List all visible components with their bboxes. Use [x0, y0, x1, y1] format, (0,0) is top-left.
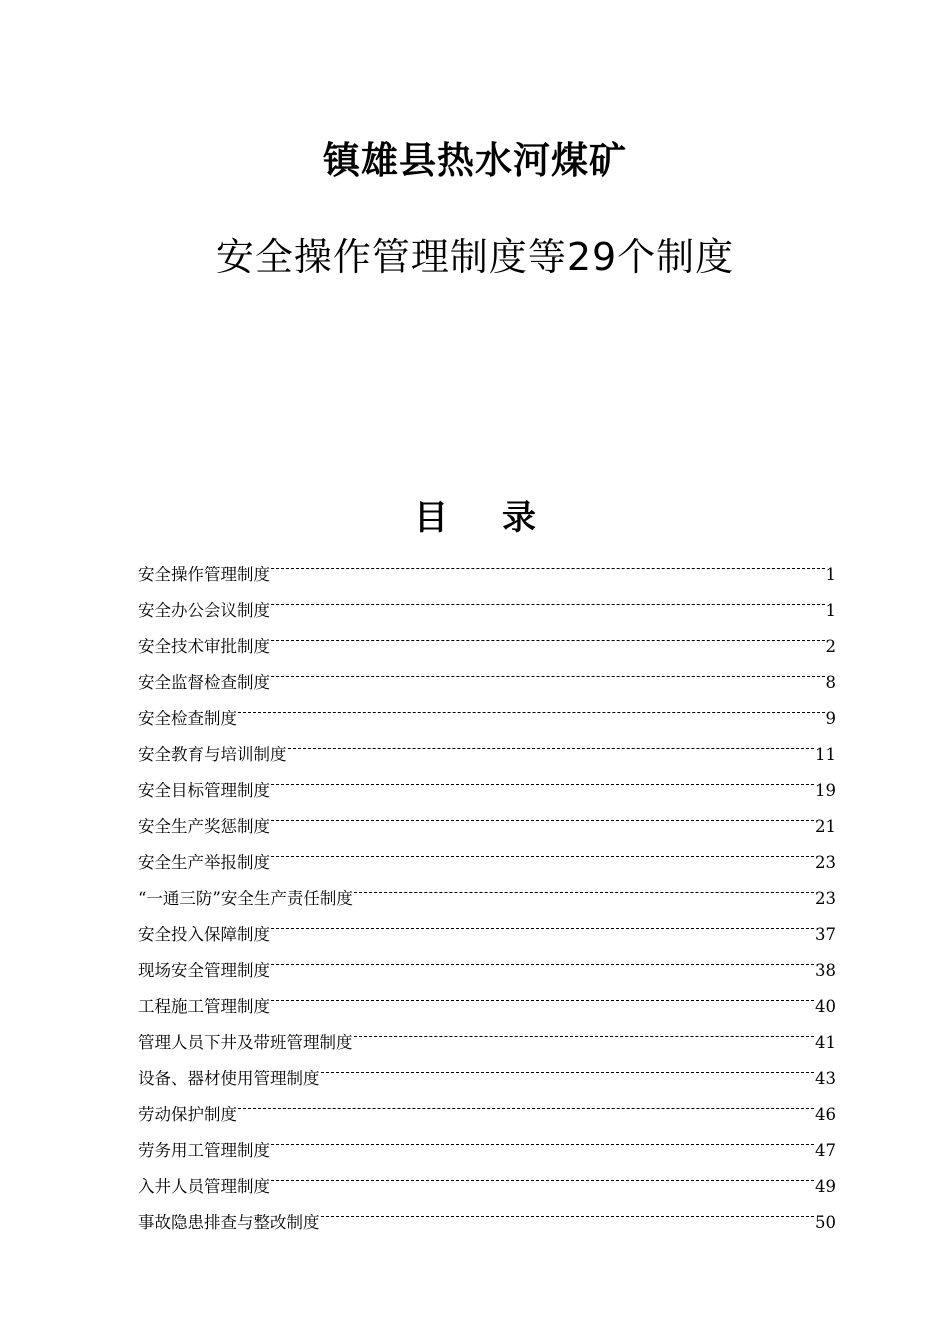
toc-leader — [288, 734, 815, 760]
toc-leader — [271, 626, 825, 652]
toc-leader — [321, 1058, 815, 1084]
toc-entry-page: 19 — [815, 781, 836, 800]
toc-entry-title: 现场安全管理制度 — [138, 961, 270, 980]
toc-entry-page: 46 — [815, 1105, 836, 1124]
toc-entry-page: 8 — [825, 673, 836, 692]
toc-leader — [271, 554, 825, 580]
toc-entry[interactable] — [138, 590, 836, 626]
toc-leader — [271, 986, 814, 1012]
toc-leader — [238, 698, 825, 724]
table-of-contents — [138, 554, 836, 1238]
toc-entry-title: 管理人员下井及带班管理制度 — [138, 1033, 353, 1052]
toc-entry-title: 安全监督检查制度 — [138, 673, 270, 692]
toc-entry[interactable] — [138, 986, 836, 1022]
toc-leader — [271, 914, 814, 940]
toc-entry-title: 工程施工管理制度 — [138, 997, 270, 1016]
toc-entry[interactable] — [138, 1130, 836, 1166]
toc-entry-page: 23 — [815, 853, 836, 872]
toc-leader — [271, 1166, 814, 1192]
toc-entry-title: 事故隐患排查与整改制度 — [138, 1213, 320, 1232]
document-title: 镇雄县热水河煤矿 — [323, 138, 627, 182]
toc-entry-title: 安全投入保障制度 — [138, 925, 270, 944]
toc-leader — [271, 950, 814, 976]
toc-entry-title: 劳务用工管理制度 — [138, 1141, 270, 1160]
toc-entry-title: 设备、器材使用管理制度 — [138, 1069, 320, 1088]
toc-entry[interactable] — [138, 1022, 836, 1058]
toc-entry-title: 安全生产举报制度 — [138, 853, 270, 872]
toc-entry[interactable] — [138, 770, 836, 806]
toc-entry-page: 2 — [825, 637, 836, 656]
toc-entry-page: 50 — [815, 1213, 836, 1232]
toc-entry[interactable] — [138, 662, 836, 698]
toc-entry-page: 9 — [825, 709, 836, 728]
toc-leader — [238, 1094, 814, 1120]
toc-leader — [354, 878, 814, 904]
toc-entry-title: 安全办公会议制度 — [138, 601, 270, 620]
toc-entry[interactable] — [138, 1058, 836, 1094]
toc-entry-title: 安全生产奖惩制度 — [138, 817, 270, 836]
toc-entry-title: 安全教育与培训制度 — [138, 745, 287, 764]
toc-entry-page: 37 — [815, 925, 836, 944]
toc-entry[interactable] — [138, 878, 836, 914]
toc-entry[interactable] — [138, 698, 836, 734]
toc-entry[interactable] — [138, 1094, 836, 1130]
toc-entry[interactable] — [138, 806, 836, 842]
toc-leader — [271, 770, 814, 796]
toc-entry[interactable] — [138, 842, 836, 878]
toc-entry-page: 40 — [815, 997, 836, 1016]
toc-entry-page: 21 — [815, 817, 836, 836]
toc-entry-page: 41 — [815, 1033, 836, 1052]
toc-entry-title: 入井人员管理制度 — [138, 1177, 270, 1196]
toc-entry-page: 1 — [825, 565, 836, 584]
toc-entry-page: 38 — [815, 961, 836, 980]
toc-entry[interactable] — [138, 914, 836, 950]
toc-entry-page: 11 — [815, 745, 836, 764]
toc-leader — [321, 1202, 815, 1228]
toc-entry-page: 49 — [815, 1177, 836, 1196]
toc-entry-page: 23 — [815, 889, 836, 908]
toc-entry[interactable] — [138, 1202, 836, 1238]
document-subtitle: 安全操作管理制度等29个制度 — [215, 235, 735, 279]
toc-leader — [354, 1022, 815, 1048]
toc-entry[interactable] — [138, 950, 836, 986]
toc-leader — [271, 806, 814, 832]
toc-entry-page: 1 — [825, 601, 836, 620]
toc-leader — [271, 662, 825, 688]
toc-entry-title: 安全操作管理制度 — [138, 565, 270, 584]
toc-entry[interactable] — [138, 734, 836, 770]
toc-entry[interactable] — [138, 554, 836, 590]
toc-entry-page: 43 — [815, 1069, 836, 1088]
toc-entry-title: 劳动保护制度 — [138, 1105, 237, 1124]
toc-leader — [271, 1130, 814, 1156]
toc-entry-page: 47 — [815, 1141, 836, 1160]
toc-entry[interactable] — [138, 626, 836, 662]
toc-entry-title: “一通三防”安全生产责任制度 — [138, 889, 353, 908]
toc-heading: 目录 — [414, 498, 590, 538]
toc-entry-title: 安全技术审批制度 — [138, 637, 270, 656]
toc-entry-title: 安全目标管理制度 — [138, 781, 270, 800]
toc-entry[interactable] — [138, 1166, 836, 1202]
toc-leader — [271, 842, 814, 868]
toc-leader — [271, 590, 825, 616]
toc-entry-title: 安全检查制度 — [138, 709, 237, 728]
